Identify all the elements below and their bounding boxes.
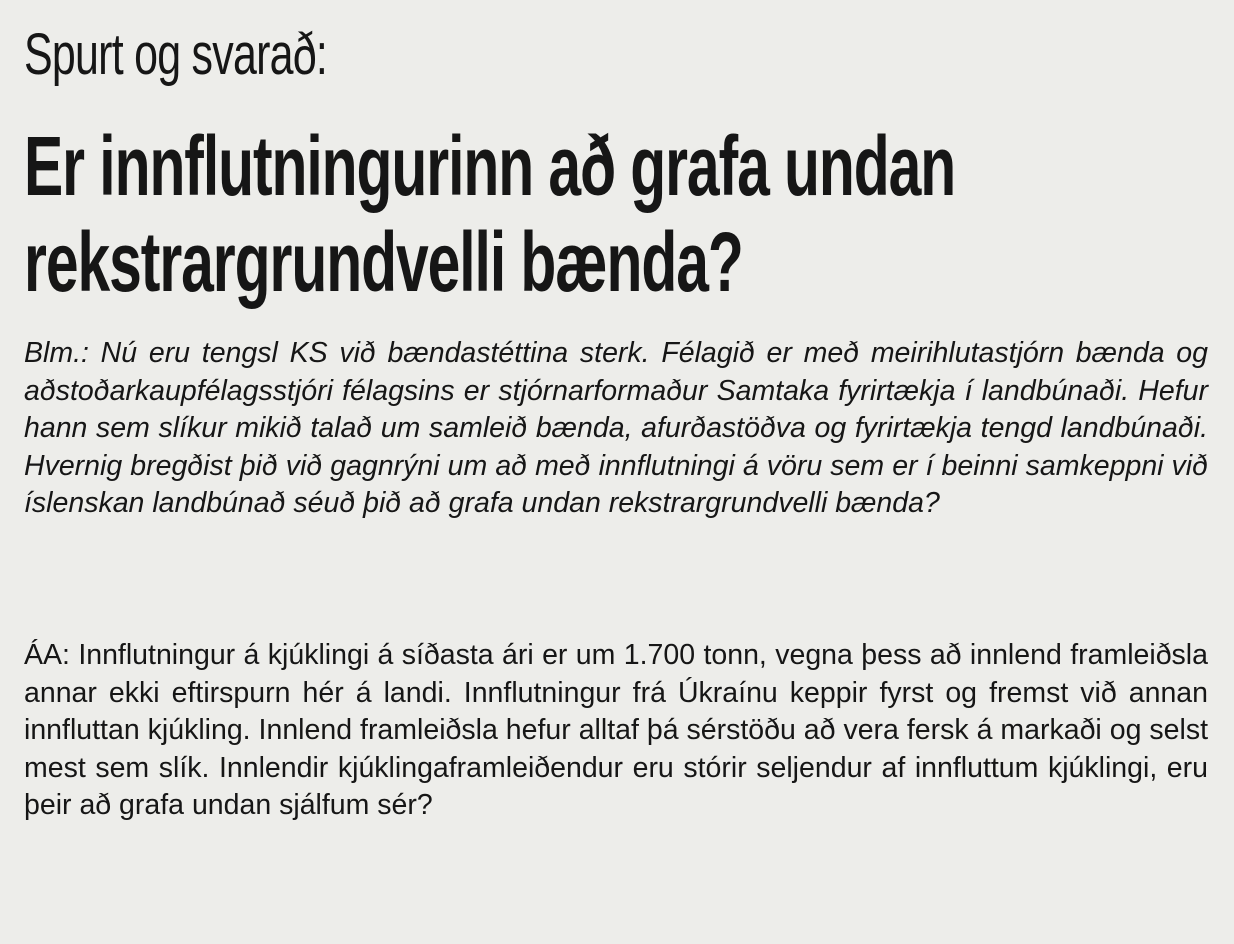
interview-question: Blm.: Nú eru tengsl KS við bændastéttina sterk. Félagið er með meirihlutastjórn bænda og aðstoðarkaupfélagsstjóri félagsins er stjórnarformaður Samtaka fyrirtækja í landbúnaði. Hefur hann sem slíkur mikið talað um samleið bænda, afurðastöðva og fyrirtækja tengd landbúnaði. Hvernig bregðist þið við gagnrýni um að með innflutningi á vöru sem er í beinni samkeppni við íslenskan landbúnað séuð þið að grafa undan rekstrargrundvelli bænda? [24, 337, 1208, 520]
article-headline [24, 118, 955, 310]
article-kicker: Spurt og svarað: [24, 22, 328, 87]
headline-line-2: rekstrargrundvelli bænda? [24, 215, 743, 309]
headline-line-1: Er innflutningurinn að grafa undan [24, 119, 956, 213]
interview-answer: ÁA: Innflutningur á kjúklingi á síðasta ári er um 1.700 tonn, vegna þess að innlend framleiðsla annar ekki eftirspurn hér á landi. Innflutningur frá Úkraínu keppir fyrst og fremst við annan innfluttan kjúkling. Innlend framleiðsla hefur alltaf þá sérstöðu að vera fersk á markaði og selst mest sem slík. Innlendir kjúklingaframleiðendur eru stórir seljendur af innfluttum kjúklingi, eru þeir að grafa undan sjálfum sér? [24, 639, 1208, 822]
